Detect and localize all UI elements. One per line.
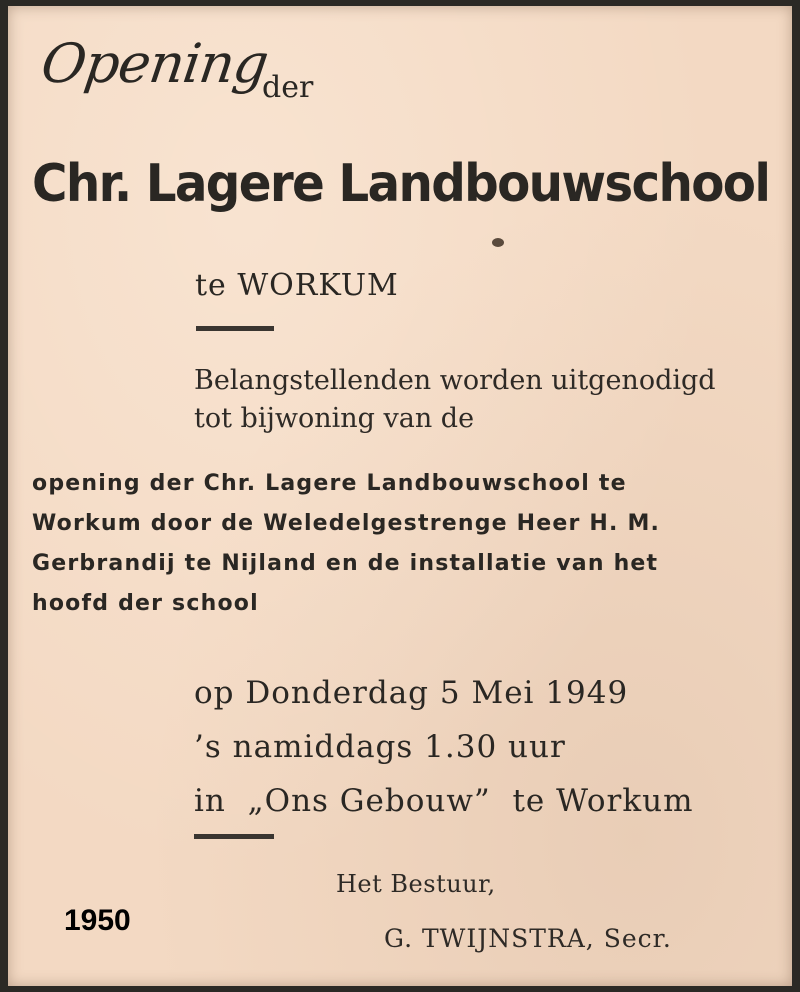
event-place: in „Ons Gebouw” te Workum xyxy=(194,783,694,819)
signature-body: Het Bestuur, xyxy=(336,870,496,898)
school-name-title: Chr. Lagere Landbouwschool xyxy=(32,154,770,214)
announcement-paragraph xyxy=(32,464,660,624)
announcement-line: Workum door de Weledelgestrenge Heer H. M. xyxy=(32,511,661,536)
opening-script-heading: Opening xyxy=(37,32,272,95)
announcement-line: Gerbrandij te Nijland en de installatie van het xyxy=(32,551,659,576)
der-word: der xyxy=(262,70,314,105)
event-time: ’s namiddags 1.30 uur xyxy=(194,729,566,765)
ink-speck-mark xyxy=(492,238,504,247)
newspaper-clipping xyxy=(8,6,792,986)
divider-rule-top xyxy=(196,326,274,331)
location-line: te WORKUM xyxy=(195,268,399,303)
event-details xyxy=(194,666,694,828)
signature-secretary: G. TWIJNSTRA, Secr. xyxy=(384,924,672,953)
event-date: op Donderdag 5 Mei 1949 xyxy=(194,675,629,711)
invitation-text xyxy=(194,362,716,438)
invitation-line: Belangstellenden worden uitgenodigd xyxy=(194,365,716,396)
announcement-line: opening der Chr. Lagere Landbouwschool te xyxy=(32,471,627,496)
announcement-line: hoofd der school xyxy=(32,591,259,616)
year-label: 1950 xyxy=(64,904,131,937)
invitation-line: tot bijwoning van de xyxy=(194,403,475,434)
divider-rule-bottom xyxy=(194,834,274,839)
